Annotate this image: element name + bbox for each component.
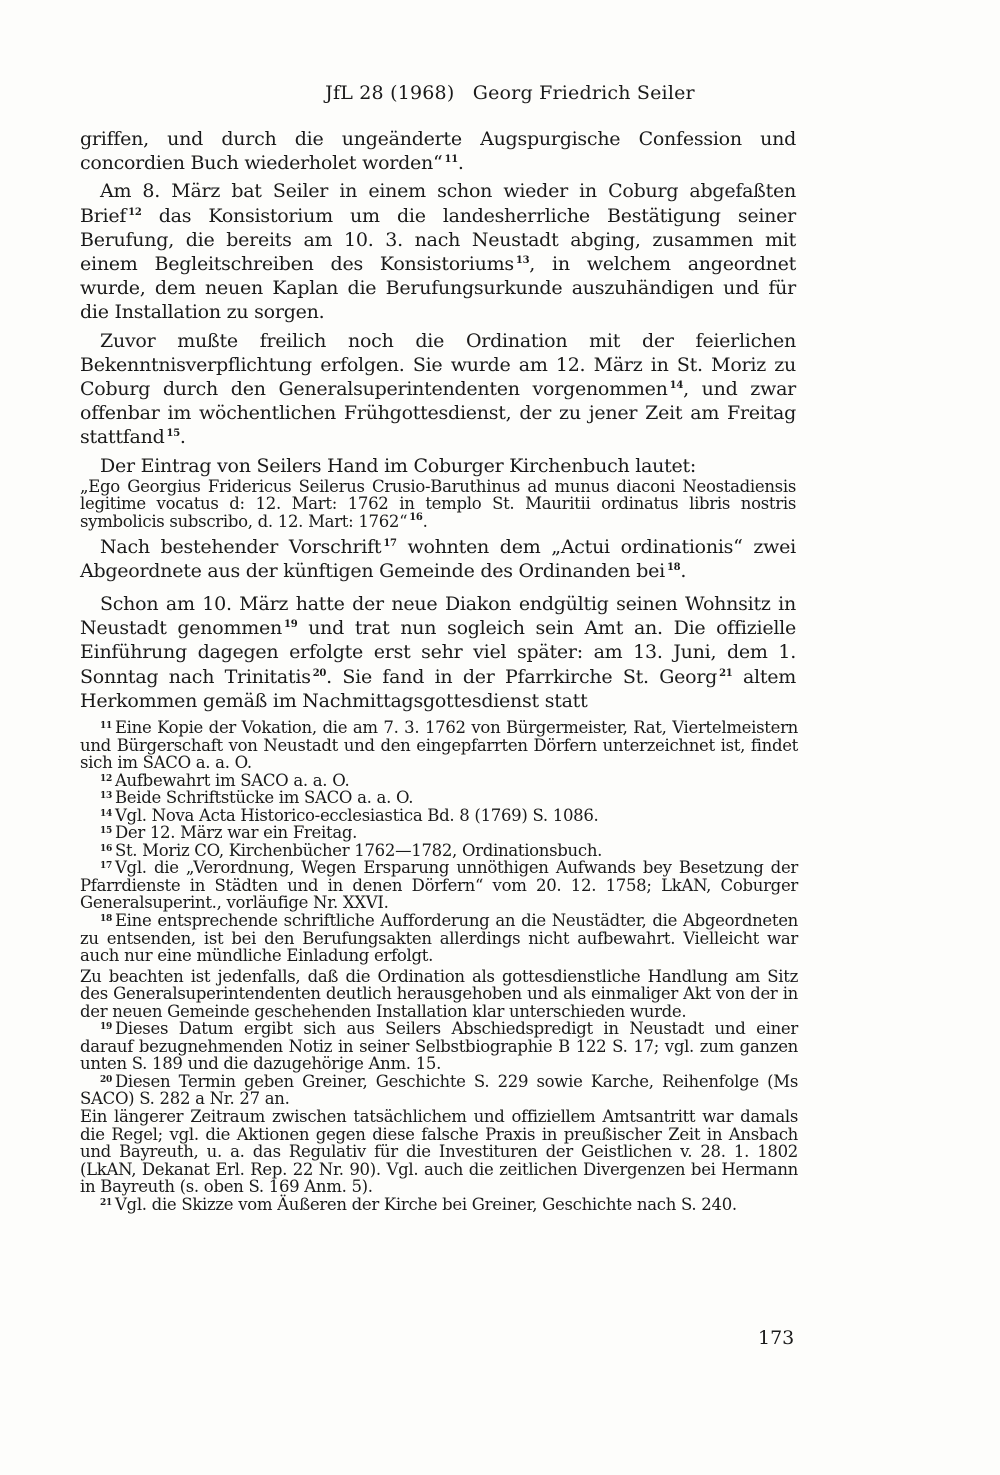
running-head xyxy=(0,82,1000,104)
page-number: 173 xyxy=(758,1327,795,1349)
footnote-ref: 21 xyxy=(719,667,733,679)
paragraph: Zuvor mußte freilich noch die Ordination mit der feierlichen Bekenntnisverpflichtung erfolgen. Sie wurde am 12. März in St. Moriz zu Coburg durch den Generalsuperintendenten vorgenommen $^{14}$, und zwar offenbar im wöchentlichen Frühgottesdienst, der zu jener Zeit am Freitag stattfand $^{15}$. xyxy=(80,329,796,449)
footnote-continuation: Zu beachten ist jedenfalls, daß die Ordination als gottesdienstliche Handlung am Sitz des Generalsuperintendenten deutlich herausgehoben und als einmaliger Akt von der in der neuen Gemeinde geschehenden Installation klar unterschieden wurde. xyxy=(80,966,798,1021)
footnote: $^{11}$ Eine Kopie der Vokation, die am 7. 3. 1762 von Bürgermeister, Rat, Viertelmeistern und Bürgerschaft von Neustadt und den eingepfarrten Dörfern unterzeichnet ist, findet sich im SACO a. a. O. xyxy=(80,718,798,773)
footnote-continuation: Ein längerer Zeitraum zwischen tatsächlichem und offiziellem Amtsantritt war damals die Regel; vgl. die Aktionen gegen diese falsche Praxis in preußischer Zeit in Ansbach und Bayreuth, u. a. das Regulativ für die Investituren der Geistlichen v. 28. 1. 1802 (LkAN, Dekanat Erl. Rep. 22 Nr. 90). Vgl. auch die zeitlichen Divergenzen bei Hermann in Bayreuth (s. oben S. 169 Anm. 5). xyxy=(80,1107,798,1197)
footnote-ref: 19 xyxy=(284,619,298,631)
footnote-ref: 18 xyxy=(666,561,681,573)
footnote-ref: 15 xyxy=(166,428,180,440)
footnote: $^{21}$ Vgl. die Skizze vom Äußeren der Kirche bei Greiner, Geschichte nach S. 240. xyxy=(100,1194,737,1214)
footnote: $^{13}$ Beide Schriftstücke im SACO a. a. O. xyxy=(100,788,414,808)
footnote: $^{12}$ Aufbewahrt im SACO a. a. O. xyxy=(100,770,350,790)
footnote: $^{16}$ St. Moriz CO, Kirchenbücher 1762—1782, Ordinationsbuch. xyxy=(100,840,603,860)
paragraph: Nach bestehender Vorschrift $^{17}$ wohnten dem „Actui ordinationis“ zwei Abgeordnete aus der künftigen Gemeinde des Ordinanden bei $^{18}$. xyxy=(80,535,797,582)
footnote: $^{18}$ Eine entsprechende schriftliche Aufforderung an die Neustädter, die Abgeordneten zu entsenden, ist bei den Berufungsakten allerdings nicht aufbewahrt. Vielleicht war auch nur eine mündliche Einladung erfolgt. xyxy=(80,911,798,966)
main-text xyxy=(80,127,796,713)
footnote-ref: 13 xyxy=(515,255,530,267)
footnote: $^{17}$ Vgl. die „Verordnung, Wegen Ersparung unnöthigen Aufwands bey Besetzung der Pfarrdienste in Städten und in denen Dörfern“ vom 20. 12. 1758; LkAN, Coburger Generalsuperint., vorläufige Nr. XXVI. xyxy=(80,858,798,913)
footnote-ref: 17 xyxy=(383,537,397,549)
footnotes xyxy=(80,719,798,1213)
footnote-ref: 11 xyxy=(444,154,458,166)
paragraph: Schon am 10. März hatte der neue Diakon endgültig seinen Wohnsitz in Neustadt genommen $^{19}$ und trat nun sogleich sein Amt an. Die offizielle Einführung dagegen erfolgte erst sehr viel später: am 13. Juni, dem 1. Sonntag nach Trinitatis $^{20}$. Sie fand in der Pfarrkirche St. Georg $^{21}$ altem Herkommen gemäß im Nachmittagsgottesdienst statt xyxy=(80,593,796,712)
paragraph: Am 8. März bat Seiler in einem schon wieder in Coburg abgefaßten Brief $^{12}$ das Konsistorium um die landesherrliche Bestätigung seiner Berufung, die bereits am 10. 3. nach Neustadt abging, zusammen mit einem Begleitschreiben des Konsistoriums $^{13}$, in welchem angeordnet wurde, dem neuen Kaplan die Berufungsurkunde auszuhändigen und für die Installation zu sorgen. xyxy=(80,180,796,324)
footnote: $^{15}$ Der 12. März war ein Freitag. xyxy=(100,823,358,843)
paragraph: griffen, und durch die ungeänderte Augspurgische Confession und concordien Buch wiederholet worden“ $^{11}$. xyxy=(80,128,796,175)
footnote-ref: 14 xyxy=(669,380,684,392)
footnote: $^{14}$ Vgl. Nova Acta Historico-ecclesiastica Bd. 8 (1769) S. 1086. xyxy=(100,805,599,825)
journal-reference: JfL 28 (1968) xyxy=(325,82,455,104)
running-head-author: Georg Friedrich Seiler xyxy=(472,82,695,104)
footnote: $^{19}$ Dieses Datum ergibt sich aus Seilers Abschiedspredigt in Neustadt und einer darauf bezugnehmenden Notiz in seiner Selbstbiographie B 122 S. 17; vgl. zum ganzen unten S. 189 und die dazugehörige Anm. 15. xyxy=(80,1019,798,1074)
footnote: $^{20}$ Diesen Termin geben Greiner, Geschichte S. 229 sowie Karche, Reihenfolge (Ms SACO) S. 282 a Nr. 27 an. xyxy=(80,1071,798,1109)
block-quote: „Ego Georgius Fridericus Seilerus Crusio-Baruthinus ad munus diaconi Neostadiensis legitime vocatus d: 12. Mart: 1762 in templo St. Mauritii ordinatus libris nostris symbolicis subscribo, d. 12. Mart: 1762“ $^{16}$. xyxy=(80,476,796,532)
footnote-ref: 16 xyxy=(409,512,423,524)
footnote-ref: 12 xyxy=(128,206,142,218)
footnote-ref: 20 xyxy=(312,667,327,679)
paragraph: Der Eintrag von Seilers Hand im Coburger Kirchenbuch lautet: xyxy=(100,454,697,477)
